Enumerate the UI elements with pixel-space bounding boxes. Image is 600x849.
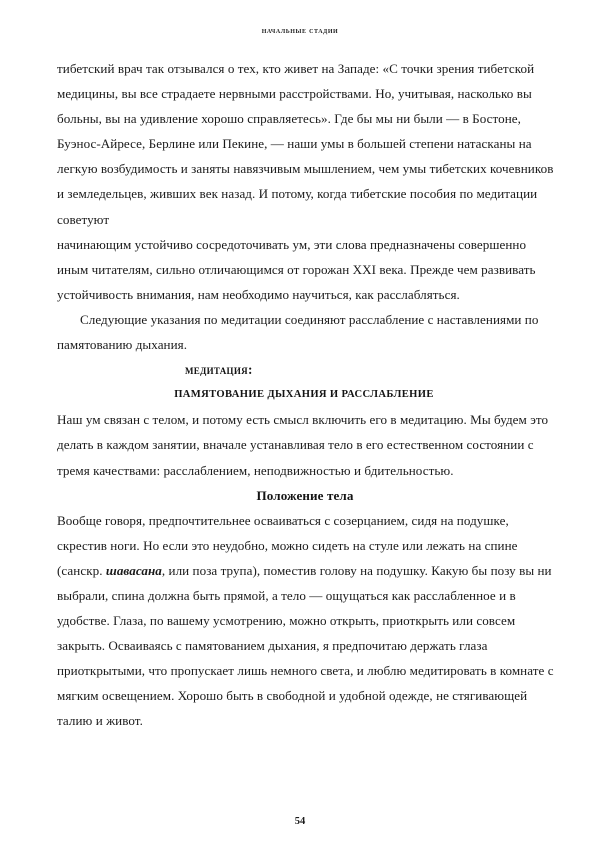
text-column xyxy=(57,56,557,734)
paragraph-5-text-before-term: Вообще говоря, предпочтительнее осваиваться с созерцанием, сидя на подушке, скрестив ноги. Но если это неудобно, можно сидеть на стуле или лежать на спине (санскр. xyxy=(57,512,518,578)
sanskrit-term-shavasana: шавасана xyxy=(105,562,162,578)
paragraph-4: Наш ум связан с телом, и потому есть смысл включить его в медитацию. Мы будем это делать в каждом занятии, вначале устанавливая тело в его естественном состоянии с тремя качествами: расслаблением, неподвижностью и бдительностью. xyxy=(57,412,549,478)
heading-meditation: медитация: xyxy=(185,362,253,378)
heading-meditation-subtitle: ПАМЯТОВАНИЕ ДЫХАНИЯ И РАССЛАБЛЕНИЕ xyxy=(174,389,434,401)
paragraph-2: начинающим устойчиво сосредоточивать ум, эти слова предназначены совершенно иным читателям, сильно отличающимся от горожан XXI века. Прежде чем развивать устойчивость внимания, нам необходимо научиться, как расслабляться. xyxy=(57,236,536,302)
running-head: начальные стадии xyxy=(261,26,339,35)
paragraph-5 xyxy=(57,508,557,734)
page-number: 54 xyxy=(294,816,306,827)
paragraph-5-text-after-term: , или поза трупа), поместив голову на подушку. Какую бы позу вы ни выбрали, спина должна быть прямой, а тело — ощущаться как расслабленное и в удобстве. Глаза, по вашему усмотрению, можно открыть, приоткрыть или совсем закрыть. Осваиваясь с памятованием дыхания, я предпочитаю держать глаза приоткрытыми, что пропускает лишь немного света, и люблю медитировать в комнате с мягким освещением. Хорошо быть в свободной и удобной одежде, не стягивающей талию и живот. xyxy=(57,562,554,729)
paragraph-3: Следующие указания по медитации соединяют расслабление с наставлениями по памятованию дыхания. xyxy=(57,311,539,353)
paragraph-1: тибетский врач так отзывался о тех, кто живет на Западе: «С точки зрения тибетской медицины, вы все страдаете нервными расстройствами. Но, учитывая, насколько вы больны, вы на удивление хорошо справляетесь». Где бы мы ни были — в Бостоне, Буэнос-Айресе, Берлине или Пекине, — наши умы в большей степени натасканы на легкую возбудимость и заняты навязчивым мышлением, чем умы тибетских кочевников и земледельцев, живших век назад. И потому, когда тибетские пособия по медитации советуют xyxy=(57,61,554,227)
heading-body-position: Положение тела xyxy=(256,487,354,503)
